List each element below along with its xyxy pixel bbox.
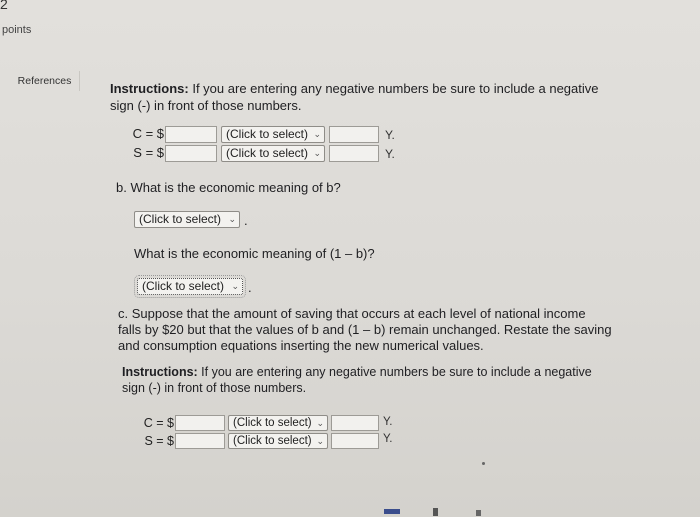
instructions-1-line2: sign (-) in front of those numbers.	[110, 98, 302, 113]
points-label: points	[2, 24, 32, 36]
part-b-question-2: What is the economic meaning of (1 – b)?	[134, 246, 375, 261]
c-slope-input-2[interactable]	[331, 415, 379, 431]
screen-dot	[482, 462, 485, 465]
chevron-down-icon: ⌄	[316, 436, 324, 446]
instructions-2	[122, 364, 662, 396]
s-slope-input-1[interactable]	[329, 145, 379, 162]
instructions-1	[110, 80, 670, 114]
references-button[interactable]: References	[10, 71, 80, 91]
bottom-partial-element-2	[433, 508, 438, 516]
part-c-question	[118, 306, 658, 354]
part-b-select-1[interactable]	[134, 211, 240, 228]
bottom-partial-element	[384, 509, 400, 514]
part-b-question: b. What is the economic meaning of b?	[116, 180, 341, 195]
c-intercept-input-1[interactable]	[165, 126, 217, 143]
s-y-label-1: Y.	[385, 147, 395, 161]
part-c-line2: falls by $20 but that the values of b and (1 – b) remain unchanged. Restate the saving	[118, 322, 612, 337]
part-c-line3: and consumption equations inserting the new numerical values.	[118, 338, 484, 353]
instructions-2-bold: Instructions:	[122, 365, 198, 379]
s-sign-select-1-label: (Click to select)	[226, 146, 309, 160]
chevron-down-icon: ⌄	[231, 281, 239, 291]
c-sign-select-2-label: (Click to select)	[233, 417, 312, 429]
s-label-1: S = $	[133, 145, 164, 160]
c-slope-input-1[interactable]	[329, 126, 379, 143]
s-y-label-2: Y.	[383, 433, 393, 445]
period-2: .	[248, 280, 252, 295]
chevron-down-icon: ⌄	[228, 214, 236, 224]
s-intercept-input-2[interactable]	[175, 433, 225, 449]
c-y-label-2: Y.	[383, 416, 393, 428]
part-b-select-2-label: (Click to select)	[142, 279, 225, 293]
instructions-1-bold: Instructions:	[110, 81, 189, 96]
instructions-2-line2: sign (-) in front of those numbers.	[122, 381, 307, 395]
chevron-down-icon: ⌄	[316, 418, 324, 428]
part-b-select-1-label: (Click to select)	[139, 212, 222, 226]
c-intercept-input-2[interactable]	[175, 415, 225, 431]
s-slope-input-2[interactable]	[331, 433, 379, 449]
instructions-1-line1: If you are entering any negative numbers be sure to include a negative	[188, 81, 599, 96]
period-1: .	[244, 213, 248, 228]
c-label-2: C = $	[143, 416, 174, 430]
s-sign-select-2[interactable]	[228, 433, 328, 449]
part-c-line1: c. Suppose that the amount of saving that occurs at each level of national income	[118, 306, 586, 321]
s-sign-select-1[interactable]	[221, 145, 325, 162]
s-sign-select-2-label: (Click to select)	[233, 435, 312, 447]
part-b-select-2[interactable]	[137, 278, 243, 295]
chevron-down-icon: ⌄	[313, 148, 321, 158]
question-number: 2	[0, 0, 8, 12]
c-y-label-1: Y.	[385, 128, 395, 142]
c-sign-select-2[interactable]	[228, 415, 328, 431]
s-intercept-input-1[interactable]	[165, 145, 217, 162]
c-label-1: C = $	[132, 126, 164, 141]
instructions-2-line1: If you are entering any negative numbers be sure to include a negative	[197, 365, 592, 379]
c-sign-select-1-label: (Click to select)	[226, 127, 309, 141]
c-sign-select-1[interactable]	[221, 126, 325, 143]
chevron-down-icon: ⌄	[313, 129, 321, 139]
bottom-partial-element-3	[476, 510, 481, 516]
s-label-2: S = $	[144, 434, 174, 448]
